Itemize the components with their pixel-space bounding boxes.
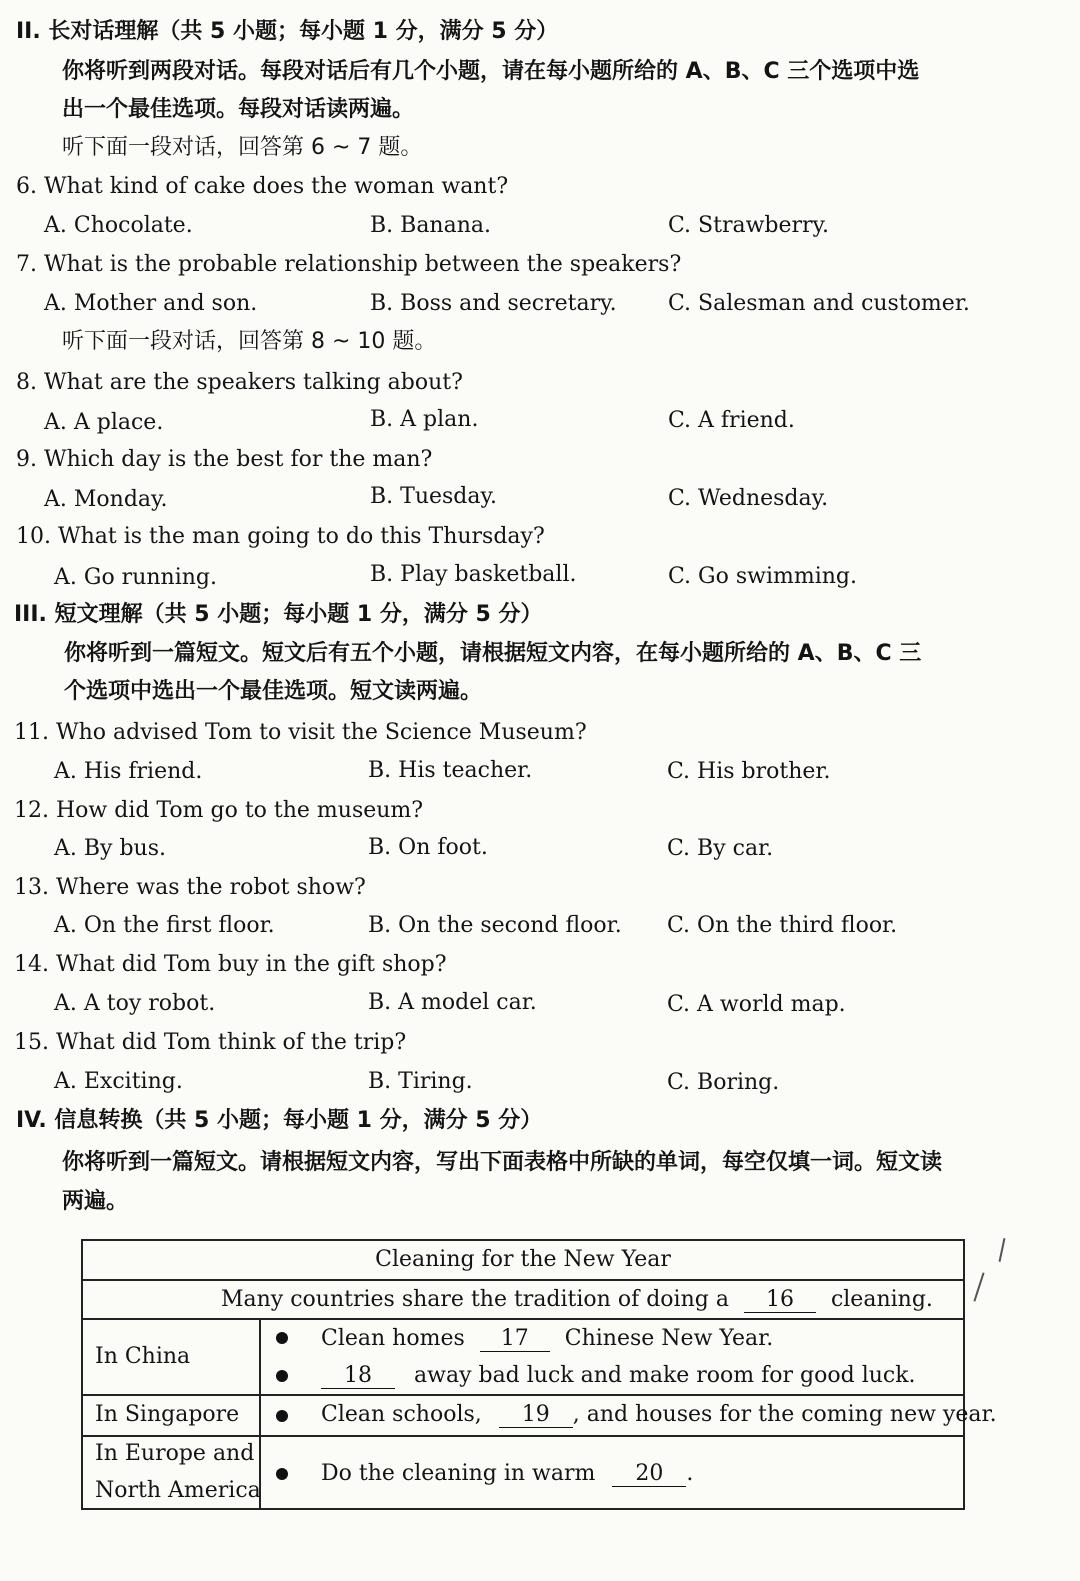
question-15: 15. What did Tom think of the trip?: [14, 1030, 407, 1055]
singapore-item-text: Clean schools,: [321, 1402, 482, 1427]
info-table: [81, 1239, 997, 1510]
china-item-1: [321, 1324, 773, 1354]
europe-item: [321, 1459, 693, 1489]
bullet-icon: [276, 1370, 288, 1382]
bullet-icon: [276, 1332, 288, 1344]
question-12-option-b: B. On foot.: [368, 835, 488, 860]
question-14-option-b: B. A model car.: [368, 990, 537, 1015]
bullet-icon: [276, 1468, 288, 1480]
europe-item-end: .: [686, 1461, 694, 1486]
china-item-1-text: Clean homes: [321, 1326, 465, 1351]
row-label-china: In China: [95, 1344, 191, 1369]
dialogue-1-intro: 听下面一段对话，回答第 6 ~ 7 题。: [62, 135, 423, 160]
china-item-2-text: away bad luck and make room for good luck.: [414, 1363, 916, 1388]
question-10: 10. What is the man going to do this Thursday?: [16, 524, 545, 549]
table-intro-text: Many countries share the tradition of doing a: [221, 1287, 729, 1312]
section-2-instruction-line-1: 你将听到两段对话。每段对话后有几个小题，请在每小题所给的 A、B、C 三个选项中选: [62, 59, 920, 84]
row-label-singapore: In Singapore: [95, 1402, 240, 1427]
table-row: [83, 1396, 997, 1437]
question-7-option-b: B. Boss and secretary.: [370, 291, 617, 316]
singapore-item: [321, 1400, 997, 1430]
question-7-option-c: C. Salesman and customer.: [668, 291, 970, 316]
question-12: 12. How did Tom go to the museum?: [14, 798, 424, 823]
table-intro-row: [83, 1281, 963, 1320]
question-7-option-a: A. Mother and son.: [44, 291, 258, 316]
section-2-instruction-line-2: 出一个最佳选项。每段对话读两遍。: [62, 97, 415, 122]
question-6-option-c: C. Strawberry.: [668, 213, 830, 238]
question-13-option-a: A. On the first floor.: [54, 913, 275, 938]
singapore-item-end: , and houses for the coming new year.: [572, 1402, 997, 1427]
question-12-option-a: A. By bus.: [54, 836, 166, 861]
question-15-option-a: A. Exciting.: [54, 1069, 183, 1094]
blank-20[interactable]: 20: [612, 1462, 686, 1487]
section-2-title: II. 长对话理解（共 5 小题；每小题 1 分，满分 5 分）: [16, 19, 559, 44]
section-4-instruction-line-1: 你将听到一篇短文。请根据短文内容，写出下面表格中所缺的单词，每空仅填一词。短文读: [62, 1150, 943, 1175]
row-label-europe-line-2: North America: [95, 1478, 261, 1503]
table-intro-end: cleaning.: [830, 1287, 933, 1312]
question-6: 6. What kind of cake does the woman want?: [16, 174, 509, 199]
europe-item-text: Do the cleaning in warm: [321, 1461, 596, 1486]
question-13: 13. Where was the robot show?: [14, 875, 366, 900]
table-row: [83, 1320, 963, 1396]
table-row: [83, 1437, 963, 1510]
blank-19[interactable]: 19: [499, 1403, 573, 1428]
row-label-europe-line-1: In Europe and: [95, 1441, 255, 1466]
blank-17[interactable]: 17: [480, 1327, 550, 1352]
china-item-2: [321, 1361, 916, 1391]
question-10-option-c: C. Go swimming.: [668, 564, 858, 589]
question-14-option-a: A. A toy robot.: [54, 991, 216, 1016]
question-8-option-a: A. A place.: [44, 410, 164, 435]
blank-18[interactable]: 18: [321, 1364, 395, 1389]
pen-mark: [999, 1238, 1006, 1262]
question-13-option-b: B. On the second floor.: [368, 913, 622, 938]
question-8-option-b: B. A plan.: [370, 407, 479, 432]
question-8-option-c: C. A friend.: [668, 408, 795, 433]
blank-16[interactable]: 16: [744, 1288, 816, 1313]
question-11-option-a: A. His friend.: [54, 759, 203, 784]
question-10-option-a: A. Go running.: [54, 565, 217, 590]
question-11: 11. Who advised Tom to visit the Science Museum?: [14, 720, 587, 745]
section-3-title: III. 短文理解（共 5 小题；每小题 1 分，满分 5 分）: [14, 602, 543, 627]
question-15-option-c: C. Boring.: [667, 1070, 780, 1095]
dialogue-2-intro: 听下面一段对话，回答第 8 ~ 10 题。: [62, 329, 437, 354]
china-item-1-end: Chinese New Year.: [564, 1326, 774, 1351]
question-14-option-c: C. A world map.: [667, 992, 846, 1017]
question-13-option-c: C. On the third floor.: [667, 913, 898, 938]
question-11-option-c: C. His brother.: [667, 759, 831, 784]
question-8: 8. What are the speakers talking about?: [16, 370, 463, 395]
question-9-option-c: C. Wednesday.: [668, 486, 829, 511]
question-6-option-a: A. Chocolate.: [44, 213, 193, 238]
table-intro: [221, 1285, 933, 1315]
question-9-option-b: B. Tuesday.: [370, 484, 498, 509]
section-4-title: IV. 信息转换（共 5 小题；每小题 1 分，满分 5 分）: [16, 1108, 543, 1133]
question-9: 9. Which day is the best for the man?: [16, 447, 433, 472]
question-14: 14. What did Tom buy in the gift shop?: [14, 952, 447, 977]
question-15-option-b: B. Tiring.: [368, 1069, 473, 1094]
section-3-instruction-line-1: 你将听到一篇短文。短文后有五个小题，请根据短文内容，在每小题所给的 A、B、C 三: [64, 641, 922, 666]
question-9-option-a: A. Monday.: [44, 487, 168, 512]
question-11-option-b: B. His teacher.: [368, 758, 533, 783]
question-7: 7. What is the probable relationship between the speakers?: [16, 252, 682, 277]
question-10-option-b: B. Play basketball.: [370, 562, 577, 587]
table-title-row: [83, 1241, 963, 1281]
section-3-instruction-line-2: 个选项中选出一个最佳选项。短文读两遍。: [64, 679, 483, 704]
question-12-option-c: C. By car.: [667, 836, 774, 861]
pen-mark: [973, 1272, 984, 1301]
question-6-option-b: B. Banana.: [370, 213, 491, 238]
table-title: Cleaning for the New Year: [375, 1247, 671, 1272]
section-4-instruction-line-2: 两遍。: [62, 1189, 129, 1214]
bullet-icon: [276, 1410, 288, 1422]
